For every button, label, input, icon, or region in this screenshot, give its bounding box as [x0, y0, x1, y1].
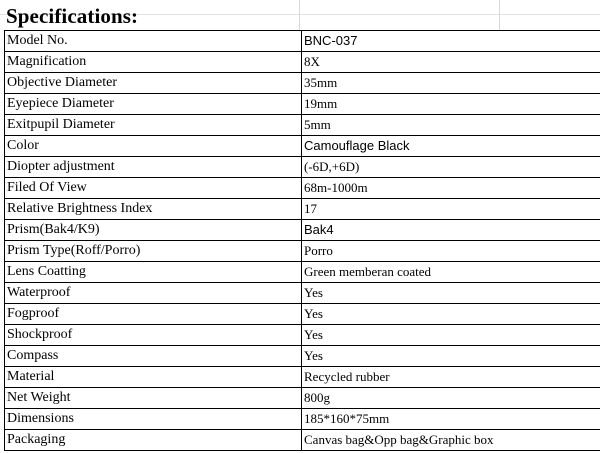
spec-value-fogproof[interactable]: Yes [302, 304, 600, 325]
spec-label-fogproof[interactable]: Fogproof [5, 304, 302, 325]
table-row [5, 31, 600, 52]
table-row [5, 73, 600, 94]
spec-label-dimensions[interactable]: Dimensions [5, 409, 302, 430]
table-row [5, 430, 600, 451]
table-row [5, 388, 600, 409]
spec-value-magnification[interactable]: 8X [302, 52, 600, 73]
table-row [5, 367, 600, 388]
spec-value-dimensions[interactable]: 185*160*75mm [302, 409, 600, 430]
table-row [5, 52, 600, 73]
spec-label-prism-type[interactable]: Prism Type(Roff/Porro) [5, 241, 302, 262]
table-row [5, 220, 600, 241]
spec-label-packaging[interactable]: Packaging [5, 430, 302, 451]
table-row [5, 241, 600, 262]
table-row [5, 115, 600, 136]
spec-label-material[interactable]: Material [5, 367, 302, 388]
spec-value-color[interactable]: Camouflage Black [302, 136, 600, 157]
spec-value-relative-brightness-index[interactable]: 17 [302, 199, 600, 220]
table-row [5, 325, 600, 346]
spec-value-material[interactable]: Recycled rubber [302, 367, 600, 388]
spec-label-magnification[interactable]: Magnification [5, 52, 302, 73]
spec-label-relative-brightness-index[interactable]: Relative Brightness Index [5, 199, 302, 220]
spec-value-packaging[interactable]: Canvas bag&Opp bag&Graphic box [302, 430, 600, 451]
table-row [5, 199, 600, 220]
spec-label-color[interactable]: Color [5, 136, 302, 157]
spec-value-waterproof[interactable]: Yes [302, 283, 600, 304]
spec-label-diopter-adjustment[interactable]: Diopter adjustment [5, 157, 302, 178]
spec-value-eyepiece-diameter[interactable]: 19mm [302, 94, 600, 115]
spec-label-waterproof[interactable]: Waterproof [5, 283, 302, 304]
spec-value-prism-type[interactable]: Porro [302, 241, 600, 262]
spec-value-objective-diameter[interactable]: 35mm [302, 73, 600, 94]
spec-label-prism[interactable]: Prism(Bak4/K9) [5, 220, 302, 241]
table-row [5, 262, 600, 283]
spec-label-exitpupil-diameter[interactable]: Exitpupil Diameter [5, 115, 302, 136]
spec-label-eyepiece-diameter[interactable]: Eyepiece Diameter [5, 94, 302, 115]
table-row [5, 304, 600, 325]
title-row [0, 0, 600, 30]
page-title: Specifications: [6, 4, 139, 28]
table-row [5, 346, 600, 367]
specifications-table [4, 30, 600, 451]
table-row [5, 178, 600, 199]
spec-label-net-weight[interactable]: Net Weight [5, 388, 302, 409]
table-row [5, 136, 600, 157]
spec-label-shockproof[interactable]: Shockproof [5, 325, 302, 346]
spec-value-exitpupil-diameter[interactable]: 5mm [302, 115, 600, 136]
spec-value-lens-coating[interactable]: Green memberan coated [302, 262, 600, 283]
spec-label-lens-coating[interactable]: Lens Coatting [5, 262, 302, 283]
table-row [5, 94, 600, 115]
spec-value-shockproof[interactable]: Yes [302, 325, 600, 346]
table-row [5, 409, 600, 430]
spec-value-diopter-adjustment[interactable]: (-6D,+6D) [302, 157, 600, 178]
table-row [5, 157, 600, 178]
spec-value-compass[interactable]: Yes [302, 346, 600, 367]
spec-value-field-of-view[interactable]: 68m-1000m [302, 178, 600, 199]
spec-label-objective-diameter[interactable]: Objective Diameter [5, 73, 302, 94]
spec-label-compass[interactable]: Compass [5, 346, 302, 367]
spec-label-model-no[interactable]: Model No. [5, 31, 302, 52]
spec-value-model-no[interactable]: BNC-037 [302, 31, 600, 52]
table-row [5, 283, 600, 304]
spec-value-prism[interactable]: Bak4 [302, 220, 600, 241]
spec-label-field-of-view[interactable]: Filed Of View [5, 178, 302, 199]
spec-value-net-weight[interactable]: 800g [302, 388, 600, 409]
